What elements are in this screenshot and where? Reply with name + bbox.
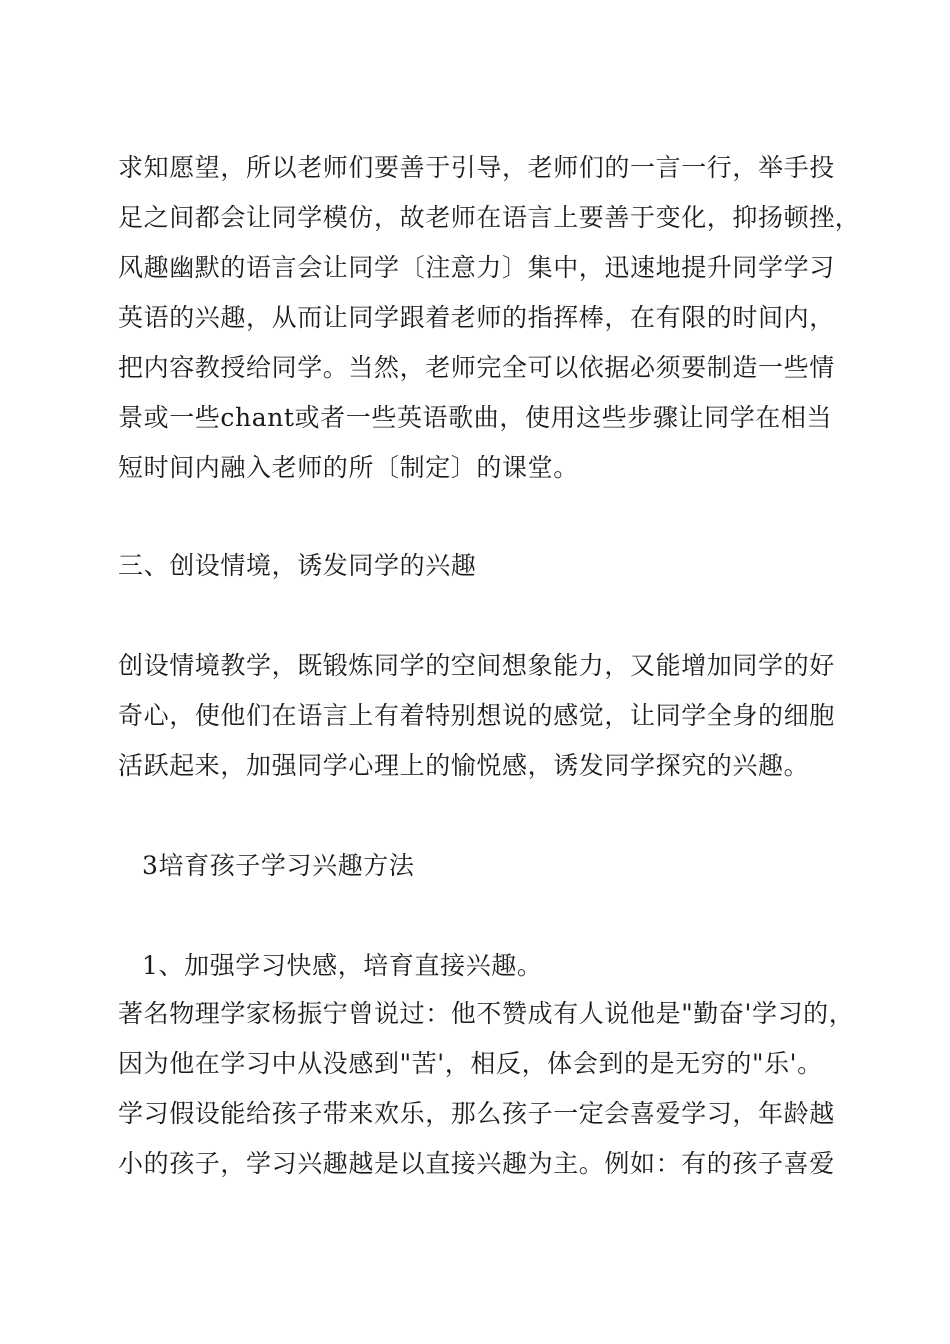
section-title: 3培育孩子学习兴趣方法 — [142, 851, 415, 880]
paragraph-line: 求知愿望，所以老师们要善于引导，老师们的一言一行，举手投 — [118, 153, 835, 182]
paragraph-line: 创设情境教学，既锻炼同学的空间想象能力，又能增加同学的好 — [118, 651, 835, 680]
paragraph-line: 景或一些chant或者一些英语歌曲，使用这些步骤让同学在相当 — [118, 403, 833, 432]
subheading: 1、加强学习快感，培育直接兴趣。 — [142, 951, 543, 980]
paragraph-line: 活跃起来，加强同学心理上的愉悦感，诱发同学探究的兴趣。 — [118, 751, 810, 780]
paragraph-line: 著名物理学家杨振宁曾说过：他不赞成有人说他是"勤奋'学习的， — [118, 999, 855, 1028]
paragraph-line: 因为他在学习中从没感到"苦'，相反，体会到的是无穷的"乐'。 — [118, 1049, 823, 1078]
paragraph-line: 英语的兴趣，从而让同学跟着老师的指挥棒，在有限的时间内， — [118, 303, 835, 332]
paragraph-line: 把内容教授给同学。当然，老师完全可以依据必须要制造一些情 — [118, 353, 835, 382]
paragraph-line: 小的孩子，学习兴趣越是以直接兴趣为主。例如：有的孩子喜爱 — [118, 1149, 835, 1178]
paragraph-line: 风趣幽默的语言会让同学〔注意力〕集中，迅速地提升同学学习 — [118, 253, 835, 282]
section-heading: 三、创设情境，诱发同学的兴趣 — [118, 551, 477, 580]
paragraph-line: 短时间内融入老师的所〔制定〕的课堂。 — [118, 453, 579, 482]
paragraph-line: 足之间都会让同学模仿，故老师在语言上要善于变化，抑扬顿挫， — [118, 203, 861, 232]
paragraph-line: 学习假设能给孩子带来欢乐，那么孩子一定会喜爱学习，年龄越 — [118, 1099, 835, 1128]
paragraph-line: 奇心，使他们在语言上有着特别想说的感觉，让同学全身的细胞 — [118, 701, 835, 730]
